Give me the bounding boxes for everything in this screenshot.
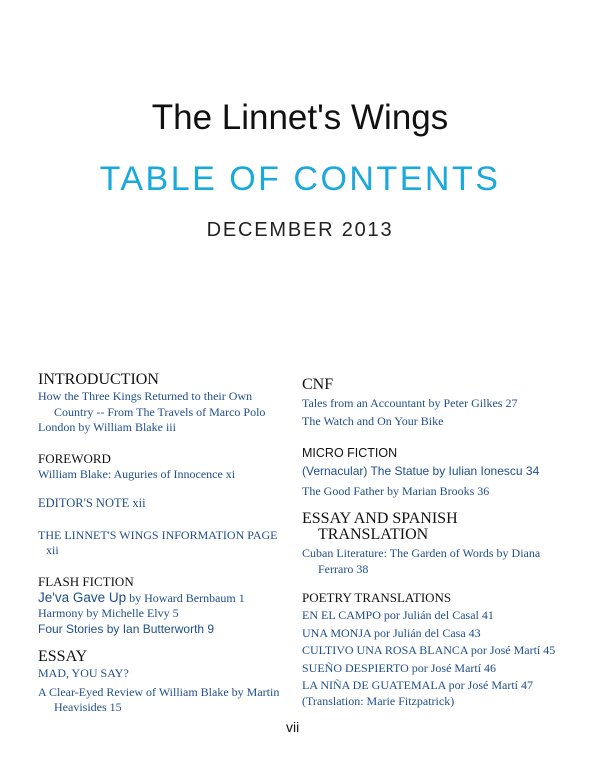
toc-entry[interactable]: Tales from an Accountant by Peter Gilkes 27 — [302, 396, 518, 410]
section-editors-note — [38, 496, 290, 512]
toc-entry[interactable]: SUEÑO DESPIERTO por José Martí 46 — [302, 660, 497, 675]
by-text: by — [126, 590, 145, 605]
toc-entry[interactable]: (Vernacular) The Statue by Iulian Ionescu 34 — [302, 464, 540, 478]
toc-entry[interactable]: EN EL CAMPO por Julián del Casal 41 — [302, 608, 494, 622]
section-poetry-translations — [302, 589, 570, 709]
toc-entry[interactable]: Four Stories by Ian Butterworth 9 — [38, 621, 215, 636]
section-cnf — [302, 375, 570, 429]
toc-entry[interactable]: William Blake: Auguries of Innocence xi — [38, 466, 236, 481]
toc-entry[interactable]: Harmony by Michelle Elvy 5 — [38, 606, 179, 620]
issue-date: DECEMBER 2013 — [206, 219, 394, 241]
story-title: Je'va Gave Up — [38, 589, 127, 605]
section-essay-spanish — [302, 511, 570, 577]
toc-entry[interactable]: The Good Father by Marian Brooks 36 — [302, 483, 490, 498]
section-heading-flash-fiction: FLASH FICTION — [38, 573, 134, 589]
toc-entry[interactable]: How the Three Kings Returned to their Own Country -- From The Travels of Marco Polo — [38, 389, 266, 419]
toc-title: TABLE OF CONTENTS — [99, 160, 501, 198]
toc-entry[interactable]: MAD, YOU SAY? — [38, 666, 129, 680]
section-heading-introduction: INTRODUCTION — [38, 371, 159, 388]
section-heading-essay-spanish: ESSAY AND SPANISH TRANSLATION — [302, 510, 458, 543]
section-info-page — [38, 528, 290, 559]
section-heading-foreword: FOREWORD — [38, 450, 111, 466]
toc-entry-editors-note[interactable]: EDITOR'S NOTE xii — [38, 496, 146, 510]
toc-entry[interactable] — [38, 590, 290, 607]
toc-right-column — [302, 375, 570, 718]
toc-entry[interactable]: Cuban Literature: The Garden of Words by Diana Ferraro 38 — [302, 546, 541, 576]
magazine-title: The Linnet's Wings — [151, 98, 449, 137]
section-introduction — [38, 370, 290, 436]
toc-left-column — [38, 370, 290, 725]
toc-entry-info-page[interactable]: THE LINNET'S WINGS INFORMATION PAGE xii — [38, 527, 278, 557]
section-foreword — [38, 450, 290, 483]
page-number: vii — [286, 719, 300, 735]
toc-entry[interactable]: UNA MONJA por Julián del Casa 43 — [302, 625, 481, 640]
toc-entry[interactable]: London by William Blake iii — [38, 420, 176, 434]
toc-entry[interactable]: LA NIÑA DE GUATEMALA por José Martí 47 (Translation: Marie Fitzpatrick) — [302, 678, 533, 708]
section-micro-fiction — [302, 445, 570, 499]
section-heading-poetry: POETRY TRANSLATIONS — [302, 590, 452, 605]
section-heading-micro-fiction: MICRO FICTION — [302, 446, 398, 460]
toc-entry[interactable]: CULTIVO UNA ROSA BLANCA por José Martí 45 — [302, 643, 556, 657]
section-flash-fiction — [38, 573, 290, 638]
toc-entry[interactable]: A Clear-Eyed Review of William Blake by Martin Heavisides 15 — [38, 684, 280, 714]
section-heading-cnf: CNF — [302, 376, 334, 393]
section-essay — [38, 647, 290, 716]
toc-entry[interactable]: The Watch and On Your Bike — [302, 413, 444, 428]
section-heading-essay: ESSAY — [38, 648, 88, 665]
story-author: Howard Bernbaum 1 — [144, 590, 245, 605]
